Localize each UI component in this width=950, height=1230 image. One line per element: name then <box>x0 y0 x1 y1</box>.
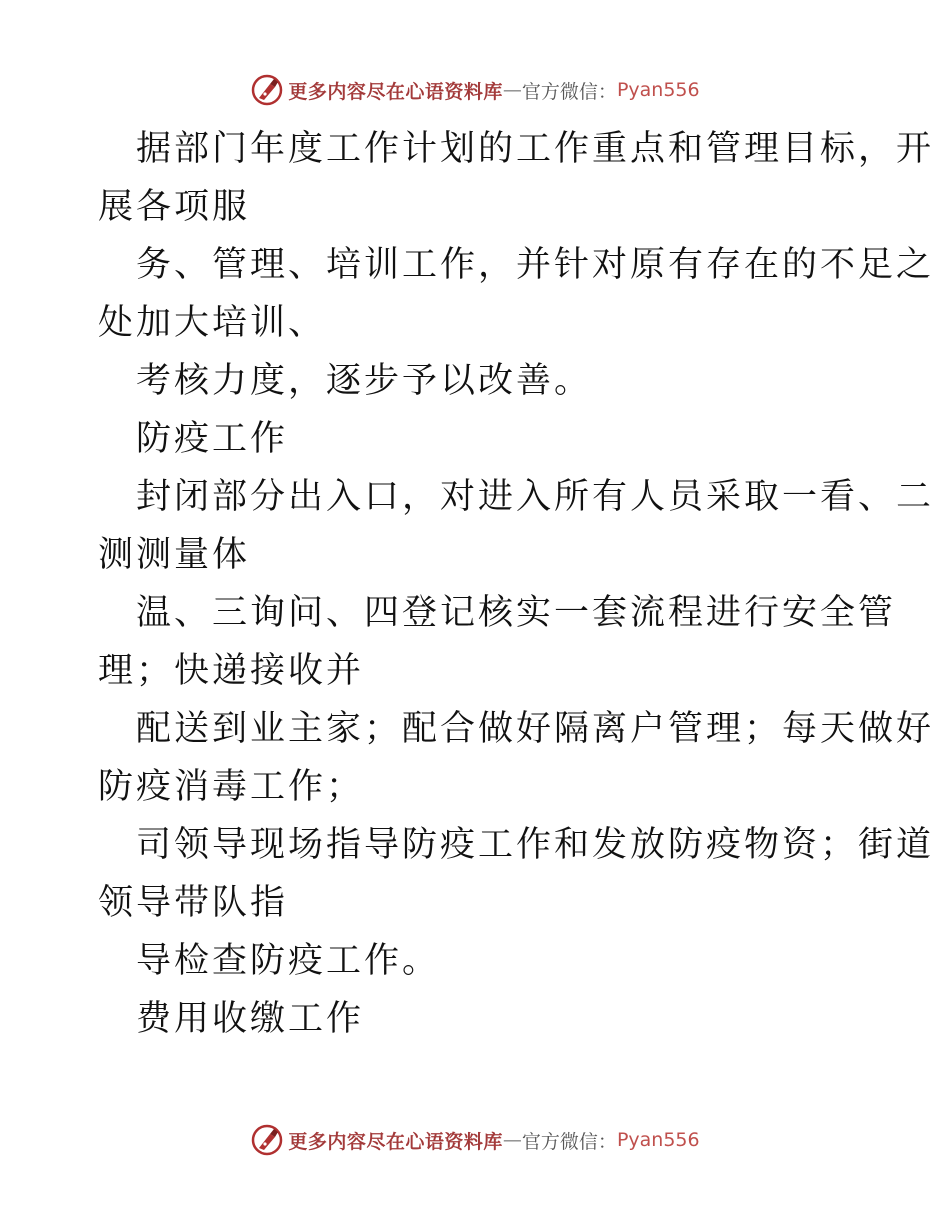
body-line: 务、管理、培训工作，并针对原有存在的不足之 <box>136 245 935 285</box>
body-line: 配送到业主家；配合做好隔离户管理；每天做好 <box>136 709 935 749</box>
wechat-label: 官方微信： <box>521 1130 617 1153</box>
body-line: 封闭部分出入口，对进入所有人员采取一看、二 <box>136 477 935 517</box>
body-line: 处加大培训、 <box>98 303 327 343</box>
pen-nib-logo-icon <box>250 1123 284 1157</box>
section-heading: 防疫工作 <box>136 419 289 459</box>
body-line: 考核力度，逐步予以改善。 <box>136 361 593 401</box>
body-line: 测测量体 <box>98 535 251 575</box>
body-line: 防疫消毒工作； <box>98 767 365 807</box>
section-heading: 费用收缴工作 <box>136 999 365 1039</box>
banner-label: 更多内容尽在心语资料库 <box>288 80 503 103</box>
body-line: 温、三询问、四登记核实一套流程进行安全管 <box>136 593 897 633</box>
body-line: 展各项服 <box>98 187 251 227</box>
pen-nib-logo-icon <box>250 73 284 107</box>
body-line: 理；快递接收并 <box>98 651 365 691</box>
wechat-label: 官方微信： <box>521 80 617 103</box>
body-line: 据部门年度工作计划的工作重点和管理目标，开 <box>136 129 935 169</box>
wechat-id: Pyan556 <box>616 79 700 101</box>
banner-label: 更多内容尽在心语资料库 <box>288 1130 503 1153</box>
body-line: 司领导现场指导防疫工作和发放防疫物资；街道 <box>136 825 935 865</box>
banner-dash: — <box>502 1129 522 1151</box>
wechat-id: Pyan556 <box>616 1129 700 1151</box>
body-line: 领导带队指 <box>98 883 289 923</box>
banner-dash: — <box>502 79 522 101</box>
header-banner <box>0 70 950 110</box>
body-line: 导检查防疫工作。 <box>136 941 441 981</box>
footer-banner <box>0 1120 950 1160</box>
document-body <box>98 120 935 1048</box>
